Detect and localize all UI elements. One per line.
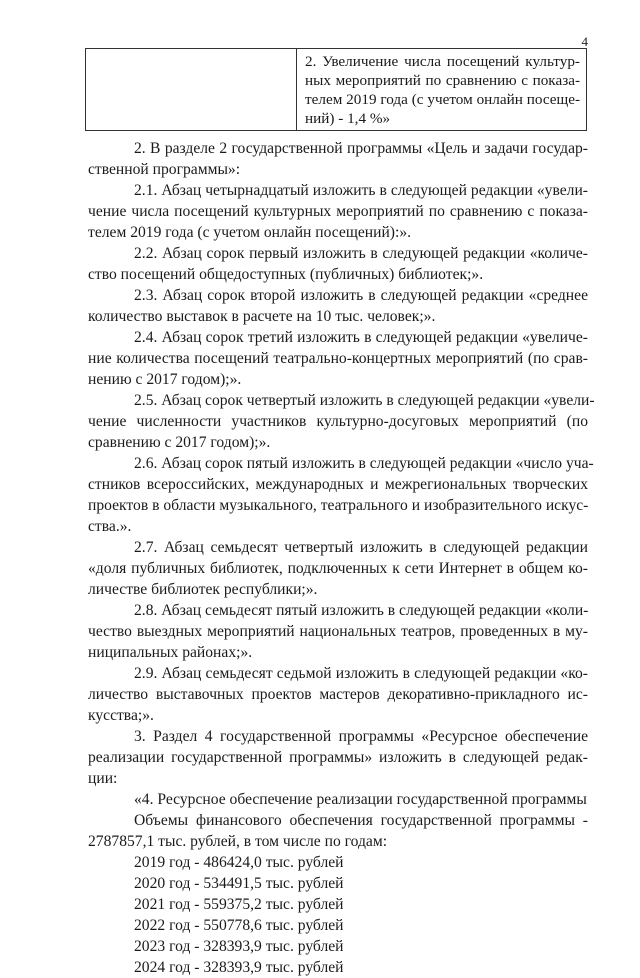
table-cell-line: 2. Увеличение числа посещений культур- bbox=[305, 53, 580, 70]
funding-year-item: 2021 год - 559375,2 тыс. рублей bbox=[134, 896, 344, 913]
paragraph-2-8 bbox=[88, 600, 588, 663]
funding-year-item: 2022 год - 550778,6 тыс. рублей bbox=[134, 917, 344, 934]
paragraph-line: ственной программы»: bbox=[88, 161, 241, 178]
paragraph-2-1 bbox=[88, 180, 588, 243]
paragraph-line: 3. Раздел 4 государственной программы «Ресурсное обеспечение bbox=[134, 728, 588, 745]
funding-year-item: 2023 год - 328393,9 тыс. рублей bbox=[134, 938, 344, 955]
paragraph-line: ства.». bbox=[88, 518, 132, 535]
paragraph-line: ции: bbox=[88, 770, 118, 787]
paragraph-line: сравнению с 2017 годом);». bbox=[88, 434, 271, 451]
document-body bbox=[88, 138, 595, 978]
paragraph-line: 2787857,1 тыс. рублей, в том числе по годам: bbox=[88, 833, 388, 850]
paragraph-2-5 bbox=[88, 390, 595, 453]
paragraph-line: 2.5. Абзац сорок четвертый изложить в следующей редакции «увели- bbox=[134, 392, 595, 409]
paragraph-line: количество выставок в расчете на 10 тыс. человек;». bbox=[88, 308, 436, 325]
funding-years-list bbox=[88, 852, 588, 978]
table-cell-line: ний) - 1,4 %» bbox=[305, 110, 391, 127]
paragraph-2-9 bbox=[88, 663, 588, 726]
paragraph-line: 2.9. Абзац семьдесят седьмой изложить в следующей редакции «ко- bbox=[134, 665, 588, 682]
section-title: «4. Ресурсное обеспечение реализации государственной программы bbox=[134, 791, 587, 808]
paragraph-line: чение числа посещений культурных мероприятий по сравнению с показа- bbox=[88, 203, 588, 220]
funding-year-item: 2020 год - 534491,5 тыс. рублей bbox=[134, 875, 344, 892]
paragraph-2-2 bbox=[88, 243, 588, 285]
paragraph-2-7 bbox=[88, 537, 588, 600]
funding-year-item: 2019 год - 486424,0 тыс. рублей bbox=[134, 854, 344, 871]
paragraph-3 bbox=[88, 726, 588, 789]
paragraph-line: 2. В разделе 2 государственной программы «Цель и задачи государ- bbox=[134, 140, 588, 157]
paragraph-line: 2.8. Абзац семьдесят пятый изложить в следующей редакции «коли- bbox=[134, 602, 589, 619]
paragraph-line: личестве библиотек республики;». bbox=[88, 581, 318, 598]
indicator-table bbox=[85, 48, 587, 131]
paragraph-line: ние количества посещений театрально-концертных мероприятий (по срав- bbox=[88, 350, 588, 367]
paragraph-2-4 bbox=[88, 327, 588, 390]
paragraph-2-6 bbox=[88, 453, 594, 537]
table-empty-cell bbox=[86, 49, 297, 131]
funding-intro bbox=[88, 810, 588, 852]
paragraph-line: «доля публичных библиотек, подключенных к сети Интернет в общем ко- bbox=[88, 560, 588, 577]
paragraph-line: личество выставочных проектов мастеров декоративно-прикладного ис- bbox=[88, 686, 588, 703]
table-text-cell bbox=[297, 49, 587, 131]
paragraph-line: проектов в области музыкального, театрального и изобразительного искус- bbox=[88, 497, 589, 514]
paragraph-2-3 bbox=[88, 285, 588, 327]
paragraph-line: чение численности участников культурно-досуговых мероприятий (по bbox=[88, 413, 588, 430]
paragraph-line: кусства;». bbox=[88, 707, 154, 724]
paragraph-line: 2.2. Абзац сорок первый изложить в следующей редакции «количе- bbox=[134, 245, 588, 262]
section-4-title bbox=[88, 789, 588, 810]
page-number: 4 bbox=[581, 34, 588, 49]
paragraph-line: 2.6. Абзац сорок пятый изложить в следующей редакции «число уча- bbox=[134, 455, 594, 472]
paragraph-line: 2.7. Абзац семьдесят четвертый изложить в следующей редакции bbox=[134, 539, 588, 556]
table-cell-line: телем 2019 года (с учетом онлайн посеще- bbox=[305, 91, 580, 108]
paragraph-line: стников всероссийских, международных и межрегиональных творческих bbox=[88, 476, 588, 493]
paragraph-line: ство посещений общедоступных (публичных) библиотек;». bbox=[88, 266, 484, 283]
paragraph-line: чество выездных мероприятий национальных театров, проведенных в му- bbox=[88, 623, 588, 640]
paragraph-line: нению с 2017 годом);». bbox=[88, 371, 242, 388]
paragraph-line: реализации государственной программы» изложить в следующей редак- bbox=[88, 749, 588, 766]
paragraph-line: Объемы финансового обеспечения государственной программы - bbox=[134, 812, 588, 829]
paragraph-line: 2.1. Абзац четырнадцатый изложить в следующей редакции «увели- bbox=[134, 182, 588, 199]
funding-year-item: 2024 год - 328393,9 тыс. рублей bbox=[134, 959, 344, 976]
paragraph-line: 2.4. Абзац сорок третий изложить в следующей редакции «увеличе- bbox=[134, 329, 588, 346]
paragraph-line: телем 2019 года (с учетом онлайн посещений):». bbox=[88, 224, 412, 241]
paragraph-line: 2.3. Абзац сорок второй изложить в следующей редакции «среднее bbox=[134, 287, 588, 304]
paragraph-2 bbox=[88, 138, 588, 180]
table-cell-line: ных мероприятий по сравнению с показа- bbox=[305, 72, 580, 89]
paragraph-line: ниципальных районах;». bbox=[88, 644, 253, 661]
